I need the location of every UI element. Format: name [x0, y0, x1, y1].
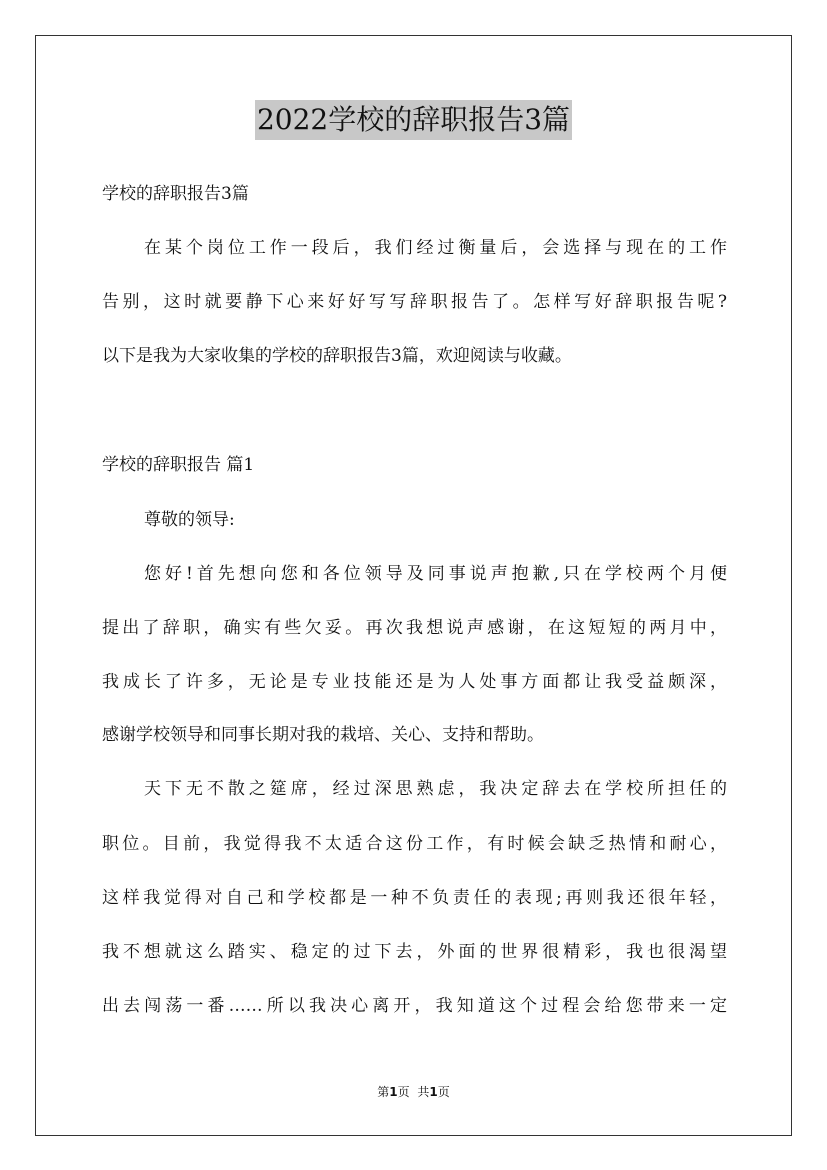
paragraph2-line-5: 出去闯荡一番……所以我决心离开，我知道这个过程会给您带来一定: [102, 996, 727, 1016]
document-title: 2022学校的辞职报告3篇: [255, 100, 572, 140]
paragraph2-line-4: 我不想就这么踏实、稳定的过下去，外面的世界很精彩，我也很渴望: [102, 942, 727, 962]
document-subtitle: 学校的辞职报告3篇: [102, 184, 249, 204]
intro-line-2: 告别，这时就要静下心来好好写写辞职报告了。怎样写好辞职报告呢?: [102, 292, 727, 312]
footer-page-suffix: 页: [397, 1085, 410, 1099]
intro-line-1: 在某个岗位工作一段后，我们经过衡量后，会选择与现在的工作: [144, 238, 727, 258]
footer-page-prefix: 第: [377, 1085, 390, 1099]
paragraph2-line-2: 职位。目前，我觉得我不太适合这份工作，有时候会缺乏热情和耐心，: [102, 834, 727, 854]
page-footer: [0, 1084, 827, 1100]
paragraph2-line-3: 这样我觉得对自己和学校都是一种不负责任的表现;再则我还很年轻，: [102, 888, 727, 908]
paragraph1-line-2: 提出了辞职，确实有些欠妥。再次我想说声感谢，在这短短的两月中，: [102, 618, 727, 638]
title-container: [0, 100, 827, 140]
paragraph1-line-3: 我成长了许多，无论是专业技能还是为人处事方面都让我受益颇深，: [102, 672, 727, 692]
salutation: 尊敬的领导:: [144, 510, 235, 530]
paragraph2-line-1: 天下无不散之筵席，经过深思熟虑，我决定辞去在学校所担任的: [144, 779, 727, 799]
footer-total-prefix: 共: [417, 1085, 430, 1099]
section-heading: 学校的辞职报告 篇1: [102, 455, 255, 475]
paragraph1-line-4: 感谢学校领导和同事长期对我的栽培、关心、支持和帮助。: [102, 725, 544, 745]
footer-total-suffix: 页: [437, 1085, 450, 1099]
footer-page-number: 1: [389, 1085, 398, 1099]
paragraph1-line-1: 您好!首先想向您和各位领导及同事说声抱歉,只在学校两个月便: [144, 564, 727, 584]
intro-line-3: 以下是我为大家收集的学校的辞职报告3篇，欢迎阅读与收藏。: [102, 346, 572, 366]
footer-total-pages: 1: [429, 1085, 438, 1099]
